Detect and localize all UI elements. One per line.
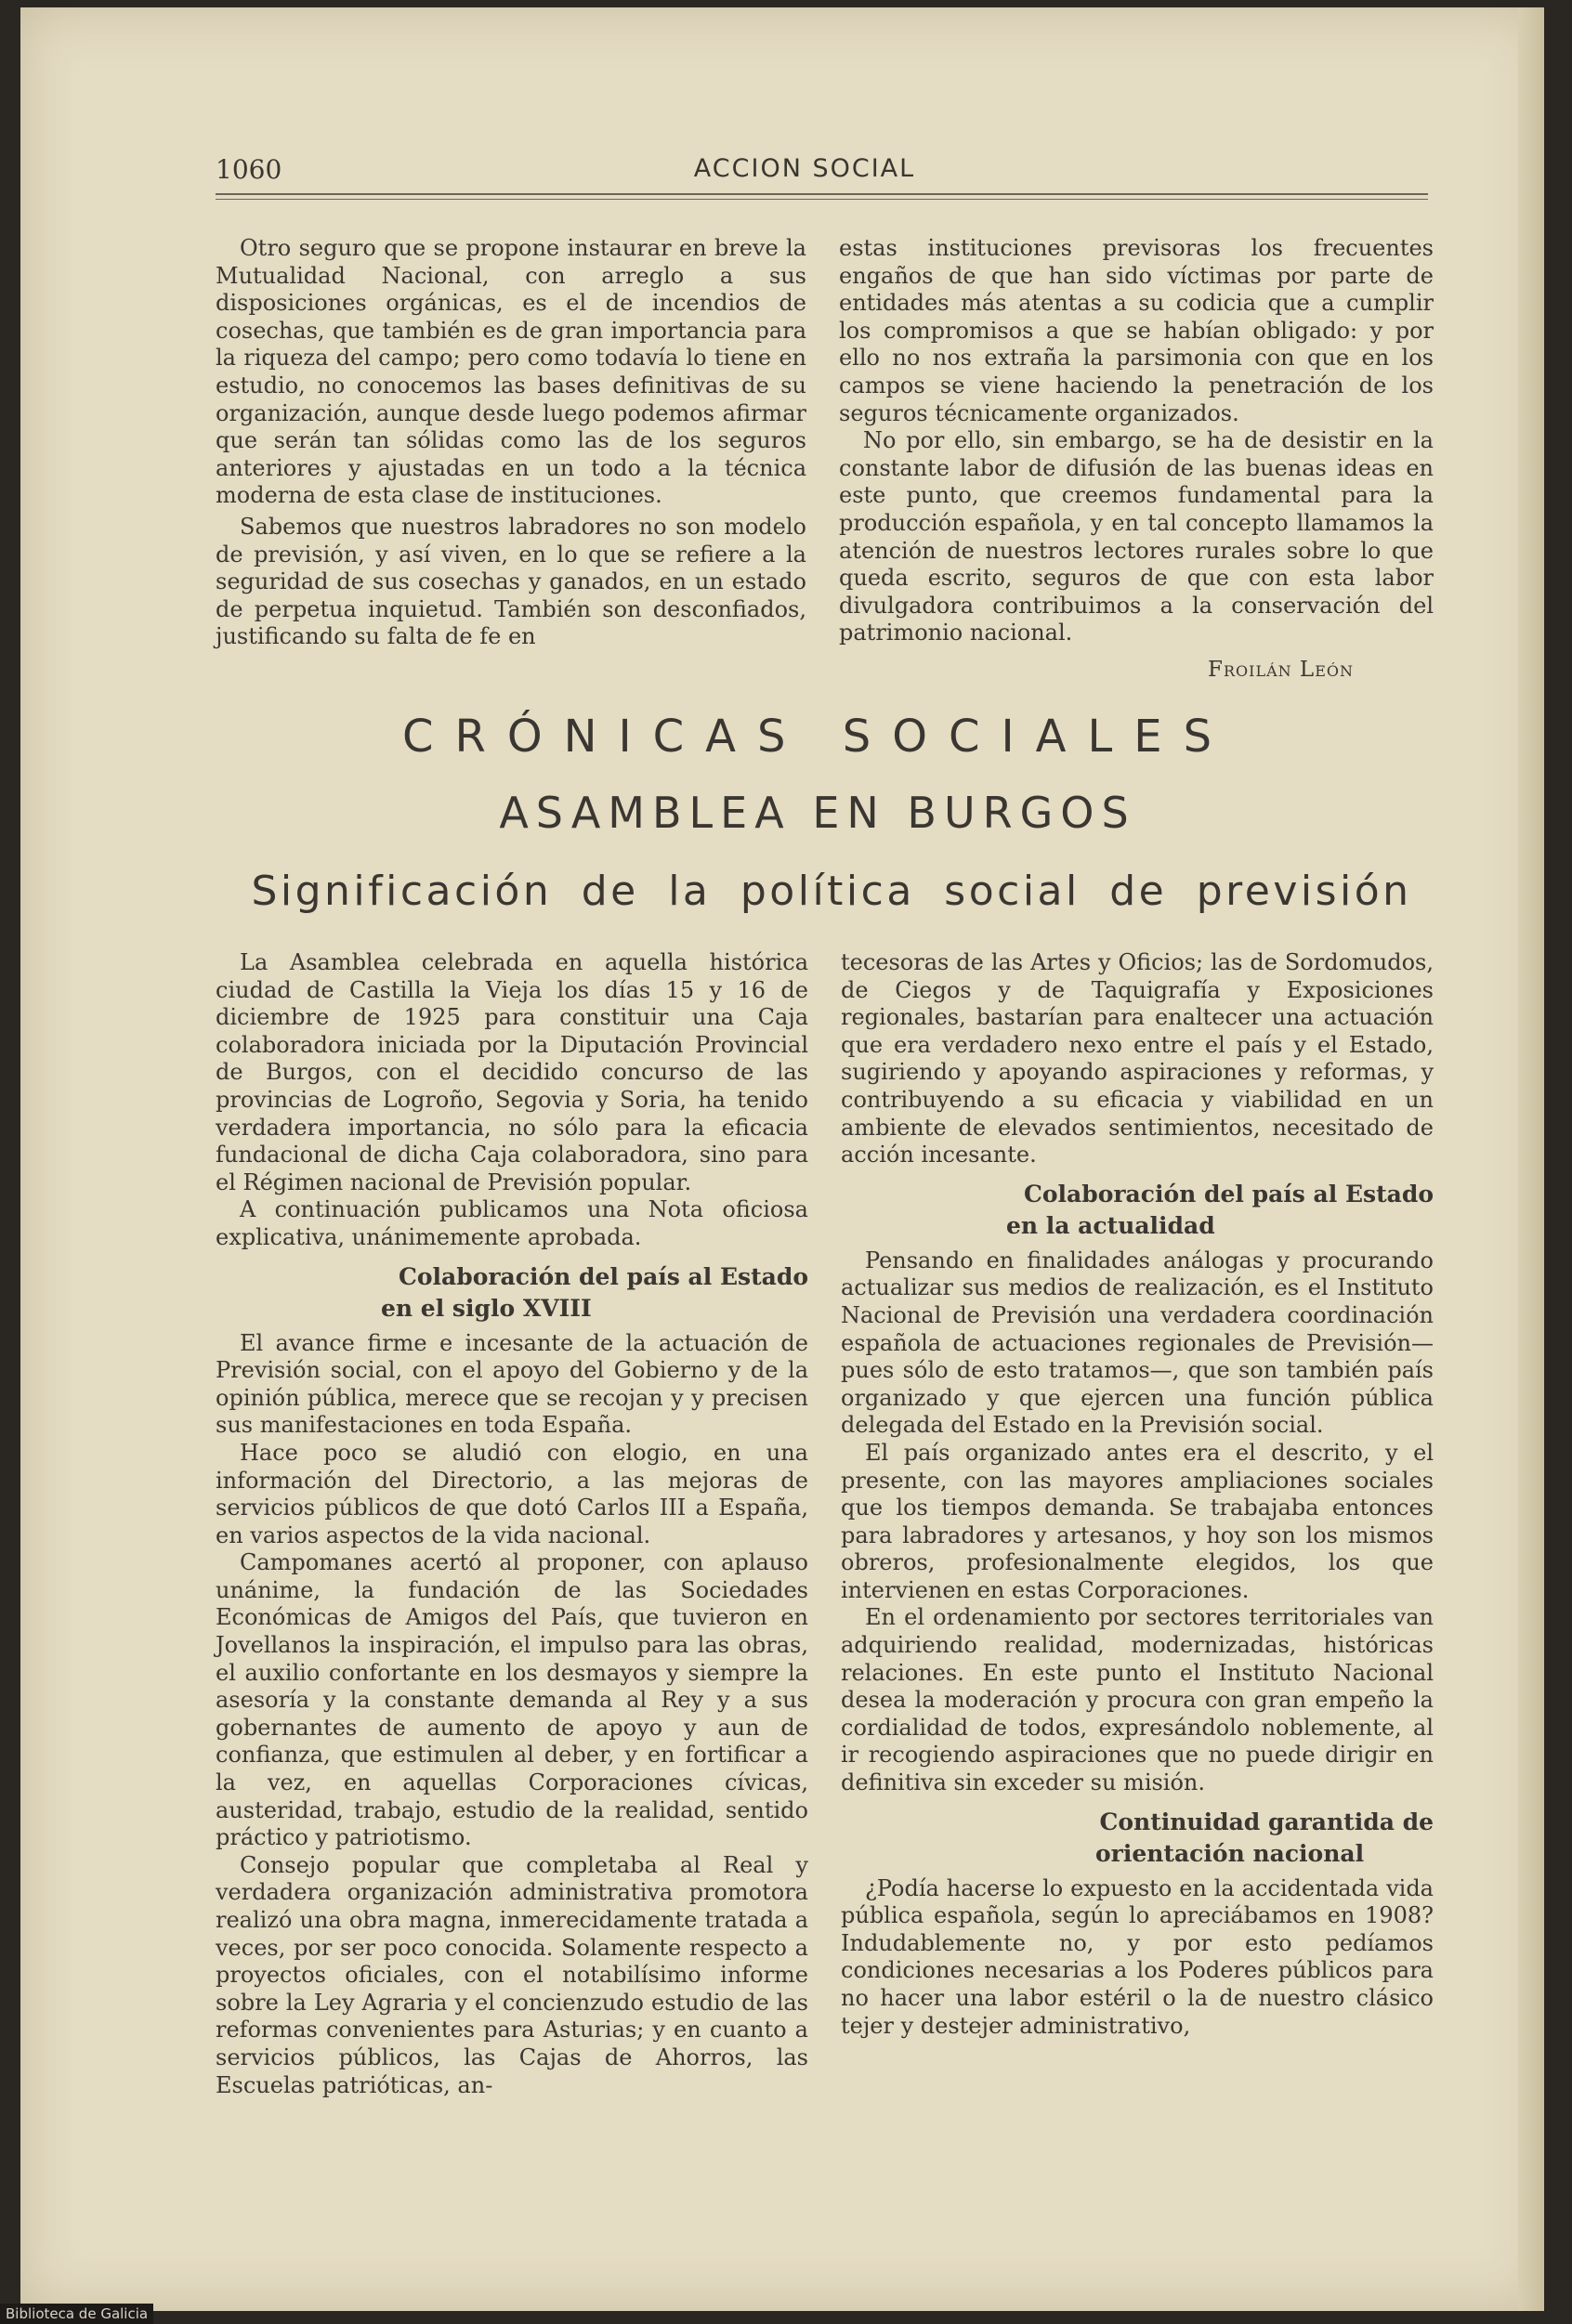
page-edge (1518, 7, 1544, 2311)
paragraph: Otro seguro que se propone instaurar en breve la Mutualidad Nacional, con arreglo a sus disposiciones orgánicas, es el de incendios de cosechas, que también es de gran importancia para la riqueza del campo; pero como todavía lo tiene en estudio, no conocemos las bases definitivas de su organización, aunque desde luego podemos afirmar que serán tan sólidas como las de los seguros anteriores y ajustadas en un todo a la técnica moderna de esta clase de instituciones. (216, 235, 806, 509)
author-signature: Froilán León (1208, 658, 1355, 682)
article2-left-column (216, 949, 808, 2099)
paragraph: La Asamblea celebrada en aquella histórica ciudad de Castilla la Vieja los días 15 y 16 de diciembre de 1925 para constituir una Caja colaboradora iniciada por la Diputación Provincial de Burgos, con el decidido concurso de las provincias de Logroño, Segovia y Soria, ha tenido verdadera importancia, no sólo para la eficacia fundacional de dicha Caja colaboradora, sino para el Régimen nacional de Previsión popular. (216, 949, 808, 1195)
paragraph: tecesoras de las Artes y Oficios; las de Sordomudos, de Ciegos y de Taquigrafía y Exposiciones regionales, bastarían para enaltecer una actuación que era verdadero nexo entre el país y el Estado, sugiriendo y apoyando aspiraciones y reformas, y contribuyendo a su eficacia y viabilidad en un ambiente de elevados sentimientos, necesitado de acción incesante. (841, 949, 1434, 1169)
section-subhead (841, 1807, 1434, 1870)
section-subhead (841, 1179, 1434, 1242)
section-title: CRÓNICAS SOCIALES (401, 711, 1234, 763)
paragraph: El país organizado antes era el descrito, y el presente, con las mayores ampliaciones sociales que los tiempos demanda. Se trabajaba entonces para labradores y artesanos, y hoy son los mismos obreros, profesionalmente elegidos, los que intervienen en estas Corporaciones. (841, 1439, 1434, 1603)
paragraph: Pensando en finalidades análogas y procurando actualizar sus medios de realización, es el Instituto Nacional de Previsión una verdadera coordinación española de actuaciones regionales de Previsión—pues sólo de esto tratamos—, que son también país organizado y que ejercen una función pública delegada del Estado en la Previsión social. (841, 1247, 1434, 1439)
subheadline: Significación de la política social de previsión (251, 868, 1412, 915)
paragraph: Consejo popular que completaba al Real y verdadera organización administrativa promotora realizó una obra magna, inmerecidamente tratada a veces, por ser poco conocida. Solamente respecto a proyectos oficiales, con el notabilísimo informe sobre la Ley Agraria y el concienzudo estudio de las reformas convenientes para Asturias; y en cuanto a servicios públicos, las Cajas de Ahorros, las Escuelas patrióticas, an- (216, 1851, 808, 2098)
paragraph: A continuación publicamos una Nota oficiosa explicativa, unánimemente aprobada. (216, 1196, 808, 1250)
subhead-line: en el siglo XVIII (381, 1294, 592, 1322)
article1-right-column (839, 235, 1434, 647)
header-rule (216, 193, 1428, 195)
subhead-line: Colaboración del país al Estado (398, 1262, 808, 1290)
subhead-line: Colaboración del país al Estado (1023, 1180, 1434, 1208)
paragraph: ¿Podía hacerse lo expuesto en la accidentada vida pública española, según lo apreciábamos en 1908? Indudablemente no, y por esto pedíamos condiciones necesarias a los Poderes públicos para no hacer una labor estéril o la de nuestro clásico tejer y destejer administrativo, (841, 1874, 1434, 2039)
page-number: 1060 (216, 154, 282, 185)
paragraph: Sabemos que nuestros labradores no son modelo de previsión, y así viven, en lo que se refiere a la seguridad de sus cosechas y ganados, en un estado de perpetua inquietud. También son desconfiados, justificando su falta de fe en (216, 513, 806, 650)
paragraph: El avance firme e incesante de la actuación de Previsión social, con el apoyo del Gobierno y de la opinión pública, merece que se recojan y y precisen sus manifestaciones en toda España. (216, 1329, 808, 1439)
paragraph: Campomanes acertó al proponer, con aplauso unánime, la fundación de las Sociedades Económicas de Amigos del País, que tuvieron en Jovellanos la inspiración, el impulso para las obras, el auxilio confortante en los desmayos y siempre la asesoría y la constante demanda al Rey y a sus gobernantes de aumento de apoyo y aun de confianza, que estimulen al deber, y en fortificar a la vez, en aquellas Corporaciones cívicas, austeridad, trabajo, estudio de la realidad, sentido práctico y patriotismo. (216, 1549, 808, 1851)
running-title: ACCION SOCIAL (693, 154, 916, 183)
paragraph: En el ordenamiento por sectores territoriales van adquiriendo realidad, modernizadas, históricas relaciones. En este punto el Instituto Nacional desea la moderación y procura con gran empeño la cordialidad de todos, expresándolo noblemente, al ir recogiendo aspiraciones que no puede dirigir en definitiva sin exceder su misión. (841, 1604, 1434, 1796)
subhead-line: Continuidad garantida de (1099, 1808, 1434, 1835)
headline: ASAMBLEA EN BURGOS (499, 788, 1136, 838)
page-header (0, 154, 1572, 191)
subhead-line: en la actualidad (1006, 1211, 1215, 1239)
paragraph: estas instituciones previsoras los frecuentes engaños de que han sido víctimas por parte de entidades más atentas a su codicia que a cumplir los compromisos a que se habían obligado: y por ello no nos extraña la parsimonia con que en los campos se viene haciendo la penetración de los seguros técnicamente organizados. (839, 235, 1434, 426)
article1-left-column (216, 235, 806, 651)
section-subhead (216, 1261, 808, 1325)
paragraph: Hace poco se aludió con elogio, en una información del Directorio, a las mejoras de servicios públicos de que dotó Carlos III a España, en varios aspectos de la vida nacional. (216, 1439, 808, 1548)
header-rule-thin (216, 199, 1428, 200)
article2-right-column (841, 949, 1434, 2040)
paragraph: No por ello, sin embargo, se ha de desistir en la constante labor de difusión de las buenas ideas en este punto, que creemos fundamental para la producción española, y en tal concepto llamamos la atención de nuestros lectores rurales sobre lo que queda escrito, seguros de que con esta labor divulgadora contribuimos a la conservación del patrimonio nacional. (839, 427, 1434, 646)
subhead-line: orientación nacional (1095, 1839, 1365, 1867)
library-credit: Biblioteca de Galicia (0, 2304, 153, 2324)
